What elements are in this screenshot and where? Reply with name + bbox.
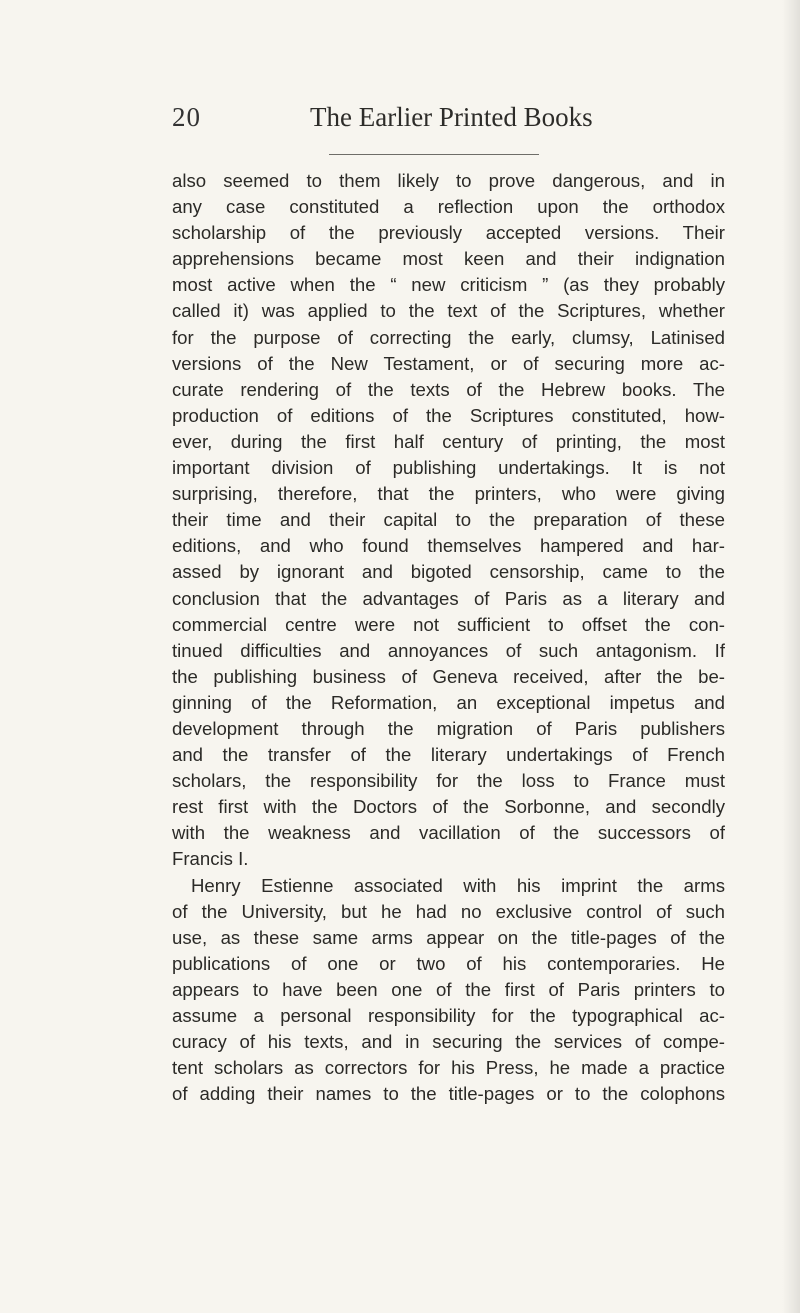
- text-line: surprising, therefore, that the printers, who were giving: [172, 483, 725, 505]
- text-line: appears to have been one of the first of Paris printers to: [172, 978, 725, 1000]
- text-line: of the University, but he had no exclusive control of such: [172, 900, 725, 922]
- text-line: with the weakness and vacillation of the successors of: [172, 822, 725, 844]
- text-line: tinued difficulties and annoyances of such antagonism. If: [172, 639, 725, 661]
- text-line: development through the migration of Paris publishers: [172, 717, 725, 739]
- text-line: publications of one or two of his contemporaries. He: [172, 952, 725, 974]
- text-line: the publishing business of Geneva received, after the be-: [172, 665, 725, 687]
- paragraph-1: [172, 168, 725, 873]
- text-line: assume a personal responsibility for the typographical ac-: [172, 1005, 725, 1026]
- page-number: 20: [172, 102, 201, 132]
- text-line: curacy of his texts, and in securing the services of compe-: [172, 1031, 725, 1053]
- text-line: scholarship of the previously accepted versions. Their: [172, 222, 725, 244]
- text-line: important division of publishing undertakings. It is not: [172, 457, 725, 479]
- running-head: [172, 102, 632, 142]
- text-line: called it) was applied to the text of the Scriptures, whether: [172, 300, 725, 322]
- header-rule: [329, 154, 539, 155]
- text-line: Francis I.: [172, 848, 249, 870]
- text-line: Henry Estienne associated with his imprint the arms: [191, 874, 725, 896]
- page-edge-shadow: [782, 0, 800, 1313]
- text-line: for the purpose of correcting the early, clumsy, Latinised: [172, 326, 725, 348]
- text-line: their time and their capital to the preparation of these: [172, 509, 725, 531]
- text-line: most active when the “ new criticism ” (as they probably: [172, 274, 725, 296]
- text-line: ever, during the first half century of printing, the most: [172, 430, 725, 452]
- text-line: apprehensions became most keen and their indignation: [172, 248, 725, 270]
- text-line: conclusion that the advantages of Paris as a literary and: [172, 587, 725, 609]
- text-line: assed by ignorant and bigoted censorship, came to the: [172, 561, 725, 583]
- text-line: any case constituted a reflection upon the orthodox: [172, 196, 725, 218]
- text-line: commercial centre were not sufficient to offset the con-: [172, 613, 725, 635]
- text-line: production of editions of the Scriptures constituted, how-: [172, 404, 725, 426]
- running-title: The Earlier Printed Books: [310, 102, 593, 132]
- text-line: also seemed to them likely to prove dangerous, and in: [172, 170, 725, 191]
- text-line: scholars, the responsibility for the loss to France must: [172, 770, 725, 792]
- paragraph-2: [172, 873, 725, 1108]
- text-line: curate rendering of the texts of the Hebrew books. The: [172, 378, 725, 400]
- body-text: [172, 168, 725, 1107]
- text-line: use, as these same arms appear on the title-pages of the: [172, 926, 725, 948]
- text-line: of adding their names to the title-pages or to the colophons: [172, 1083, 725, 1105]
- text-line: ginning of the Reformation, an exceptional impetus and: [172, 691, 725, 713]
- text-line: editions, and who found themselves hampered and har-: [172, 535, 725, 557]
- text-line: tent scholars as correctors for his Press, he made a practice: [172, 1057, 725, 1079]
- text-line: and the transfer of the literary undertakings of French: [172, 744, 725, 766]
- text-line: versions of the New Testament, or of securing more ac-: [172, 352, 725, 374]
- text-line: rest first with the Doctors of the Sorbonne, and secondly: [172, 796, 725, 818]
